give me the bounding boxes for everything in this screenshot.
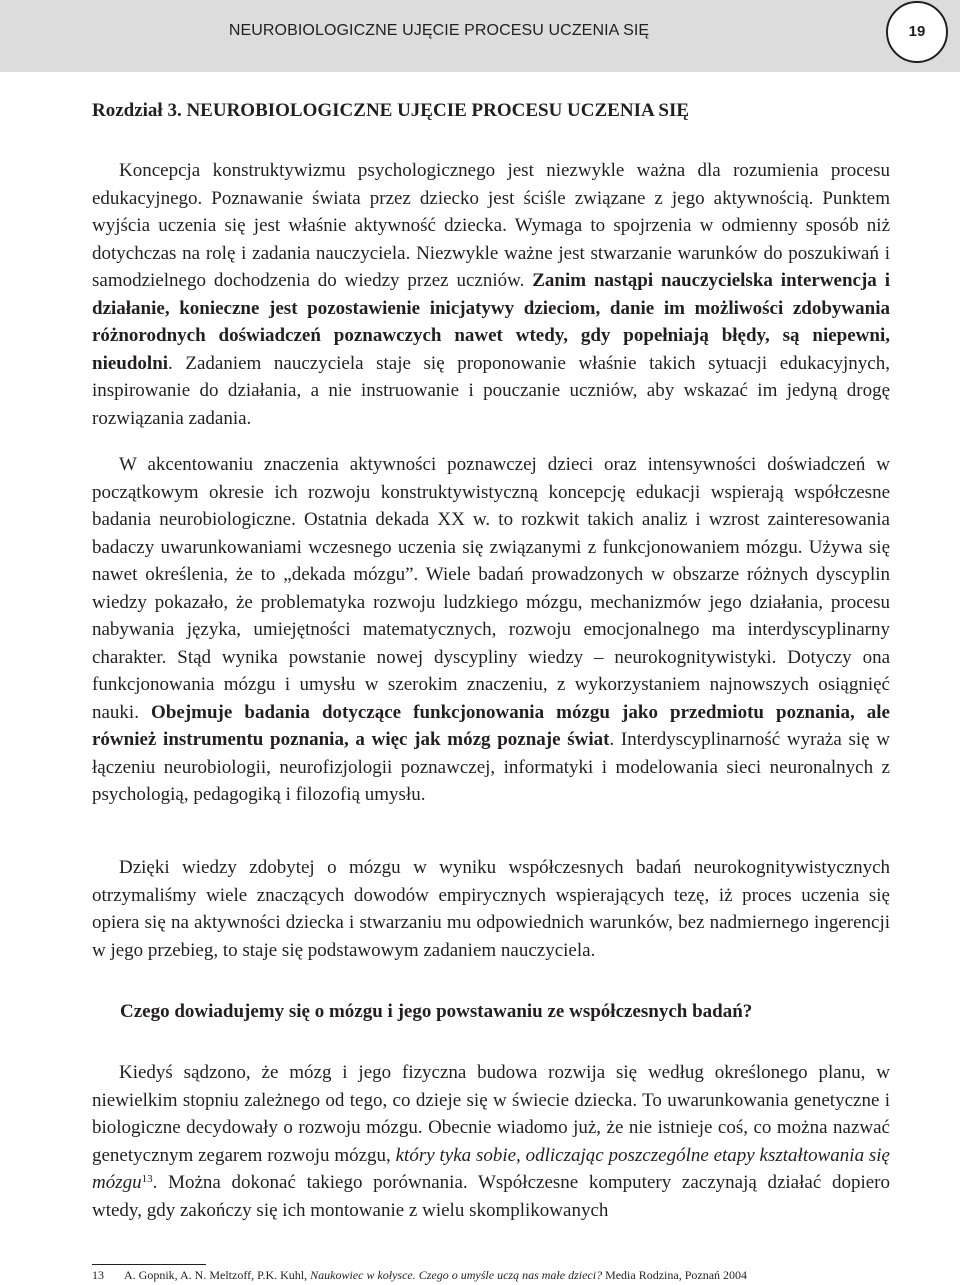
- footnote-authors: A. Gopnik, A. N. Meltzoff, P.K. Kuhl,: [124, 1268, 311, 1282]
- paragraph-3-text: Dzięki wiedzy zdobytej o mózgu w wyniku współczesnych badań neurokognitywistycznych otrzymaliśmy wiele znaczących dowodów empirycznych wspierających tezę, iż proces uczenia się opiera się na aktywności dziecka i stwarzaniu mu odpowiednich warunków, bez nadmiernego ingerencji w jego przebieg, to staje się podstawowym zadaniem nauczyciela.: [92, 857, 890, 961]
- running-title: NEUROBIOLOGICZNE UJĘCIE PROCESU UCZENIA SIĘ: [228, 22, 650, 39]
- paragraph-1: [92, 157, 890, 432]
- section-subheading: Czego dowiadujemy się o mózgu i jego powstawaniu ze współczesnych badań?: [120, 1001, 753, 1022]
- running-header: [0, 0, 960, 72]
- paragraph-4-text-a: Kiedyś sądzono, że mózg i jego fizyczna budowa rozwija się według określonego planu, w niewielkim stopniu zależnego od tego, co dzieje się w świecie dziecka. To uwarunkowania genetyczne i biologiczne decydowały o rozwoju mózgu. Obecnie wiadomo już, że nie istnieje coś, co można nazwać genetycznym zegarem rozwoju mózgu,: [92, 1062, 890, 1166]
- footnote: [92, 1268, 747, 1283]
- paragraph-2-bold: Obejmuje badania dotyczące funkcjonowania mózgu jako przedmiotu poznania, ale również instrumentu poznania, a więc jak mózg poznaje świat: [92, 701, 890, 750]
- paragraph-4-italic: który tyka sobie, odliczając poszczególne etapy kształtowania się mózgu: [92, 1144, 890, 1193]
- page-number: 19: [886, 1, 948, 63]
- footnote-reference[interactable]: 13: [141, 1173, 153, 1185]
- footnote-publisher: Media Rodzina, Poznań 2004: [602, 1268, 748, 1282]
- paragraph-1-text-b: . Zadaniem nauczyciela staje się proponowanie właśnie takich sytuacji edukacyjnych, inspirowanie do działania, a nie instruowanie i pouczanie uczniów, aby wskazać im jedyną drogę rozwiązania zadania.: [92, 352, 890, 429]
- paragraph-3: [92, 854, 890, 964]
- footnote-divider: [92, 1264, 206, 1265]
- paragraph-4-text-b: . Można dokonać takiego porównania. Współczesne komputery zaczynają działać dopiero wtedy, gdy zakończy się ich montowanie z wielu skomplikowanych: [92, 1172, 890, 1221]
- paragraph-2: [92, 451, 890, 809]
- paragraph-4: [92, 1059, 890, 1224]
- chapter-title: Rozdział 3. NEUROBIOLOGICZNE UJĘCIE PROCESU UCZENIA SIĘ: [92, 100, 690, 121]
- paragraph-1-text-a: Koncepcja konstruktywizmu psychologicznego jest niezwykle ważna dla rozumienia procesu edukacyjnego. Poznawanie świata przez dziecko jest ściśle związane z jego aktywnością. Punktem wyjścia uczenia się jest właśnie aktywność dziecka. Wymaga to spojrzenia w odmienny sposób niż dotychczas na rolę i zadania nauczyciela. Niezwykle ważne jest stwarzanie warunków do poszukiwań i samodzielnego dochodzenia do wiedzy przez uczniów.: [92, 160, 890, 291]
- paragraph-2-text-a: W akcentowaniu znaczenia aktywności poznawczej dzieci oraz intensywności doświadczeń w początkowym okresie ich rozwoju konstruktywistyczną koncepcję edukacji wspierają współczesne badania neurobiologiczne. Ostatnia dekada XX w. to rozkwit takich analiz i wzrost zainteresowania badaczy uwarunkowaniami wczesnego uczenia się związanymi z funkcjonowaniem mózgu. Używa się nawet określenia, że to „dekada mózgu”. Wiele badań prowadzonych w obszarze różnych dyscyplin wiedzy pokazało, że problematyka rozwoju ludzkiego mózgu, mechanizmów jego działania, procesu nabywania języka, umiejętności matematycznych, rozwoju emocjonalnego ma interdyscyplinarny charakter. Stąd wynika powstanie nowej dyscypliny wiedzy – neurokognitywistyki. Dotyczy ona funkcjonowania mózgu i umysłu w szerokim znaczeniu, z wykorzystaniem najnowszych osiągnięć nauki.: [92, 454, 890, 723]
- footnote-book-title: Naukowiec w kołysce. Czego o umyśle uczą nas małe dzieci?: [310, 1268, 603, 1282]
- paragraph-1-bold: Zanim nastąpi nauczycielska interwencja i działanie, konieczne jest pozostawienie inicjatywy dzieciom, danie im możliwości zdobywania różnorodnych doświadczeń poznawczych nawet wtedy, gdy popełniają błędy, są niepewni, nieudolni: [92, 270, 890, 374]
- paragraph-2-text-b: . Interdyscyplinarność wyraża się w łączeniu neurobiologii, neurofizjologii poznawczej, informatyki i modelowania sieci neuronalnych z psychologią, pedagogiką i filozofią umysłu.: [92, 729, 890, 805]
- footnote-number: 13: [92, 1268, 104, 1282]
